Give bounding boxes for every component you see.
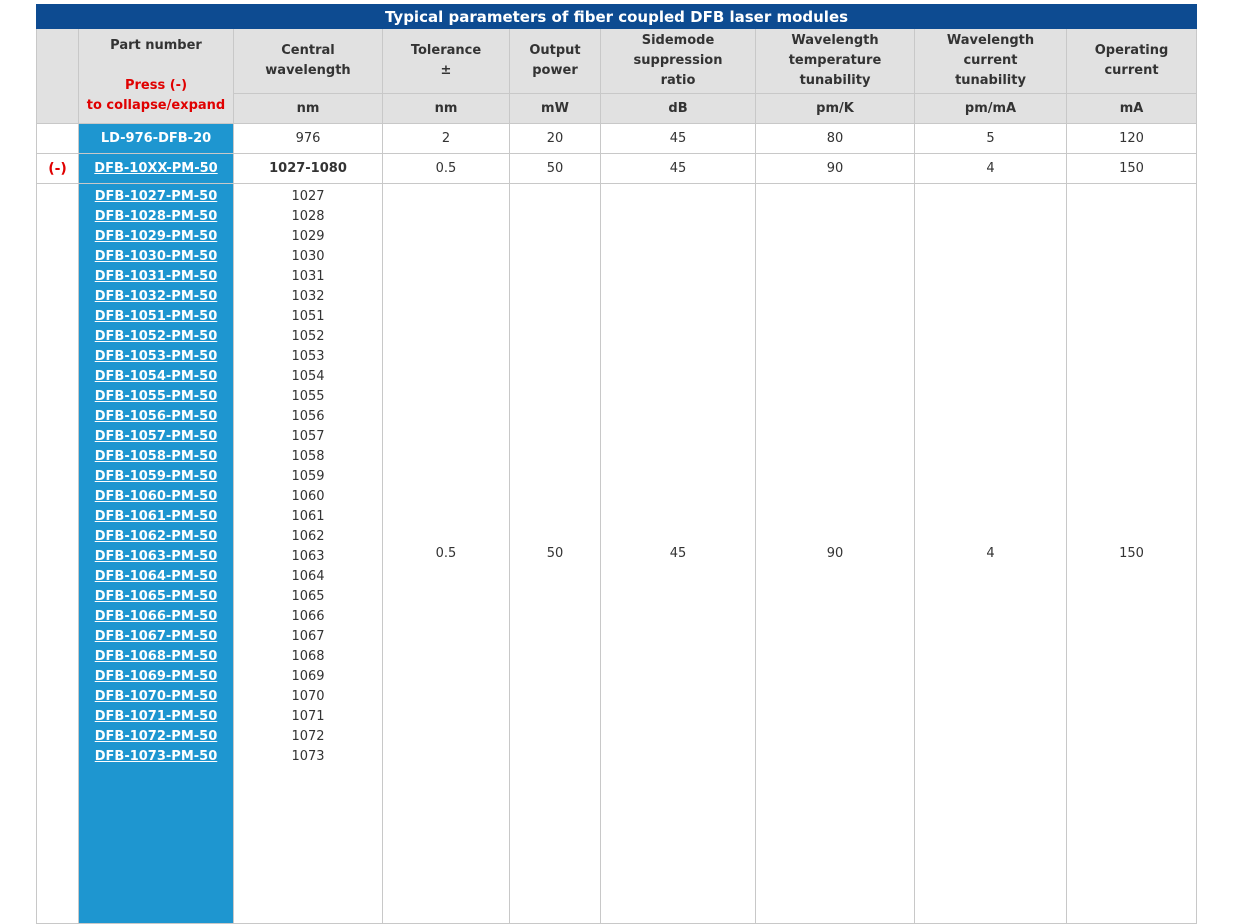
power-cell: 50 (510, 184, 601, 924)
list-item (79, 447, 233, 467)
table-row-group (37, 154, 1197, 184)
tolerance-cell: 2 (383, 124, 510, 154)
tolerance-cell: 0.5 (383, 154, 510, 184)
header-operating-current: Operating current (1067, 29, 1197, 94)
wavelength-value: 1029 (291, 229, 325, 244)
wavelength-value: 1054 (291, 369, 325, 384)
part-number-link[interactable]: DFB-1051-PM-50 (94, 309, 218, 324)
wavelength-value: 1053 (291, 349, 325, 364)
list-item (79, 487, 233, 507)
part-number-link[interactable]: DFB-1030-PM-50 (94, 249, 218, 264)
wavelength-cell: 1027-1080 (234, 154, 383, 184)
list-item (79, 347, 233, 367)
wavelength-value: 1055 (291, 389, 325, 404)
current-tunability-cell: 4 (915, 154, 1067, 184)
part-number-link[interactable]: DFB-1029-PM-50 (94, 229, 218, 244)
part-number-text: LD-976-DFB-20 (100, 130, 212, 146)
toggle-cell-empty (37, 184, 79, 924)
wavelength-value: 1072 (291, 729, 325, 744)
wavelength-value: 1073 (291, 749, 325, 764)
part-number-link[interactable]: DFB-1052-PM-50 (94, 329, 218, 344)
wavelength-value: 1031 (291, 269, 325, 284)
unit-operating-current: mA (1067, 94, 1197, 124)
wavelength-value: 1064 (291, 569, 325, 584)
list-item (79, 687, 233, 707)
part-number-link[interactable]: DFB-1027-PM-50 (94, 189, 218, 204)
part-number-link[interactable]: DFB-1063-PM-50 (94, 549, 218, 564)
part-number-link[interactable]: DFB-1072-PM-50 (94, 729, 218, 744)
part-number-link[interactable]: DFB-1068-PM-50 (94, 649, 218, 664)
part-number-link[interactable]: DFB-1062-PM-50 (94, 529, 218, 544)
wavelength-value: 1062 (291, 529, 325, 544)
wavelength-value: 1028 (291, 209, 325, 224)
part-number-link[interactable]: DFB-1070-PM-50 (94, 689, 218, 704)
wavelength-value: 1067 (291, 629, 325, 644)
part-number-link[interactable]: DFB-1066-PM-50 (94, 609, 218, 624)
list-item (79, 387, 233, 407)
header-wavelength-current-tunability: Wavelength current tunability (915, 29, 1067, 94)
header-output-power: Output power (510, 29, 601, 94)
part-number-link[interactable]: DFB-1061-PM-50 (94, 509, 218, 524)
unit-central-wavelength: nm (234, 94, 383, 124)
list-item (79, 327, 233, 347)
wavelength-value: 1068 (291, 649, 325, 664)
wavelength-value: 1051 (291, 309, 325, 324)
part-number-cell (79, 154, 234, 184)
list-item (79, 567, 233, 587)
list-item (79, 307, 233, 327)
list-item (79, 427, 233, 447)
header-tolerance: Tolerance ± (383, 29, 510, 94)
list-item (79, 607, 233, 627)
part-number-link[interactable]: DFB-1059-PM-50 (94, 469, 218, 484)
list-item (79, 507, 233, 527)
list-item (79, 727, 233, 747)
part-number-link[interactable]: DFB-1058-PM-50 (94, 449, 218, 464)
part-number-link[interactable]: DFB-1073-PM-50 (94, 749, 218, 764)
operating-current-cell: 150 (1067, 154, 1197, 184)
tolerance-cell: 0.5 (383, 184, 510, 924)
list-item (79, 627, 233, 647)
table-row-expanded (37, 184, 1197, 924)
part-number-link[interactable]: DFB-1054-PM-50 (94, 369, 218, 384)
wavelength-cell: 976 (234, 124, 383, 154)
header-central-wavelength: Central wavelength (234, 29, 383, 94)
part-number-link[interactable]: DFB-1067-PM-50 (94, 629, 218, 644)
unit-current-tunability: pm/mA (915, 94, 1067, 124)
list-item (79, 287, 233, 307)
temp-tunability-cell: 80 (756, 124, 915, 154)
list-item (79, 367, 233, 387)
smsr-cell: 45 (601, 184, 756, 924)
list-item (79, 547, 233, 567)
list-item (79, 407, 233, 427)
wavelength-value: 1056 (291, 409, 325, 424)
power-cell: 20 (510, 124, 601, 154)
operating-current-cell: 120 (1067, 124, 1197, 154)
part-number-link[interactable]: DFB-1028-PM-50 (94, 209, 218, 224)
wavelength-value: 1059 (291, 469, 325, 484)
list-item (79, 267, 233, 287)
table-row (37, 124, 1197, 154)
part-number-link[interactable]: DFB-1065-PM-50 (94, 589, 218, 604)
temp-tunability-cell: 90 (756, 154, 915, 184)
unit-output-power: mW (510, 94, 601, 124)
list-item (79, 527, 233, 547)
parameters-table (36, 4, 1197, 924)
header-collapse-hint: to collapse/expand (86, 98, 226, 113)
part-number-link[interactable]: DFB-1069-PM-50 (94, 669, 218, 684)
header-sidemode-suppression: Sidemode suppression ratio (601, 29, 756, 94)
wavelength-value: 1071 (291, 709, 325, 724)
part-number-cell (79, 124, 234, 154)
operating-current-cell: 150 (1067, 184, 1197, 924)
list-item (79, 667, 233, 687)
part-number-link[interactable]: DFB-1057-PM-50 (94, 429, 218, 444)
temp-tunability-cell: 90 (756, 184, 915, 924)
smsr-cell: 45 (601, 124, 756, 154)
list-item (79, 187, 233, 207)
part-number-link[interactable]: DFB-1031-PM-50 (94, 269, 218, 284)
part-number-link[interactable]: DFB-1060-PM-50 (94, 489, 218, 504)
list-item (79, 227, 233, 247)
unit-temperature-tunability: pm/K (756, 94, 915, 124)
wavelength-value: 1057 (291, 429, 325, 444)
header-part-number (79, 29, 234, 124)
header-toggle-column (37, 29, 79, 124)
wavelength-value: 1070 (291, 689, 325, 704)
part-number-link[interactable]: DFB-1064-PM-50 (94, 569, 218, 584)
part-number-link[interactable]: DFB-1032-PM-50 (94, 289, 218, 304)
wavelength-value: 1030 (291, 249, 325, 264)
header-part-number-label: Part number (110, 38, 202, 53)
parameters-table-container (36, 4, 1196, 924)
collapse-toggle[interactable]: (-) (37, 154, 79, 184)
wavelength-value: 1061 (291, 509, 325, 524)
wavelength-value: 1065 (291, 589, 325, 604)
part-number-link[interactable]: DFB-10XX-PM-50 (94, 160, 218, 176)
part-number-link[interactable]: DFB-1053-PM-50 (94, 349, 218, 364)
power-cell: 50 (510, 154, 601, 184)
smsr-cell: 45 (601, 154, 756, 184)
part-number-link[interactable]: DFB-1071-PM-50 (94, 709, 218, 724)
wavelength-value: 1032 (291, 289, 325, 304)
toggle-cell-empty (37, 124, 79, 154)
list-item (79, 747, 233, 767)
current-tunability-cell: 5 (915, 124, 1067, 154)
wavelength-value: 1052 (291, 329, 325, 344)
list-item (79, 707, 233, 727)
table-caption: Typical parameters of fiber coupled DFB laser modules (37, 5, 1197, 29)
wavelength-value: 1060 (291, 489, 325, 504)
part-number-link[interactable]: DFB-1055-PM-50 (94, 389, 218, 404)
list-item (79, 207, 233, 227)
list-item (79, 247, 233, 267)
list-item (79, 467, 233, 487)
list-item (79, 587, 233, 607)
list-item (79, 647, 233, 667)
part-number-link[interactable]: DFB-1056-PM-50 (94, 409, 218, 424)
unit-tolerance: nm (383, 94, 510, 124)
part-number-list (79, 184, 234, 924)
header-wavelength-temperature-tunability: Wavelength temperature tunability (756, 29, 915, 94)
wavelength-value: 1058 (291, 449, 325, 464)
wavelength-value: 1069 (291, 669, 325, 684)
header-press-hint: Press (-) (124, 78, 188, 93)
wavelength-value: 1063 (291, 549, 325, 564)
wavelength-value: 1027 (291, 189, 325, 204)
current-tunability-cell: 4 (915, 184, 1067, 924)
wavelength-list (234, 184, 383, 924)
unit-sidemode: dB (601, 94, 756, 124)
wavelength-value: 1066 (291, 609, 325, 624)
